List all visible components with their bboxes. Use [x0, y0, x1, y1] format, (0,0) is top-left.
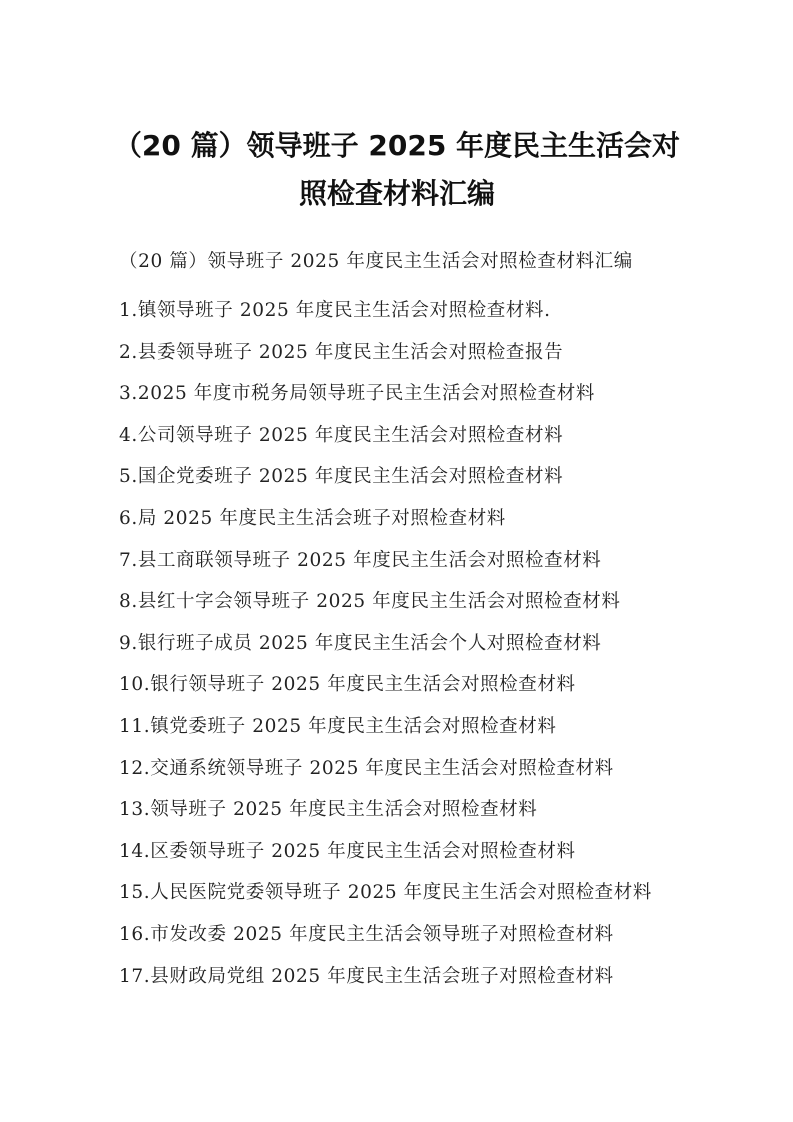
- document-title-line-1: （20 篇）领导班子 2025 年度民主生活会对: [113, 129, 681, 162]
- toc-item-9: 9.银行班子成员 2025 年度民主生活会个人对照检查材料: [119, 632, 602, 654]
- document-title-line-2: 照检查材料汇编: [298, 177, 495, 210]
- table-of-contents: [119, 290, 679, 997]
- toc-item-2: 2.县委领导班子 2025 年度民主生活会对照检查报告: [119, 341, 564, 363]
- toc-item-11: 11.镇党委班子 2025 年度民主生活会对照检查材料: [119, 715, 557, 737]
- document-title: [100, 122, 694, 218]
- toc-item-16: 16.市发改委 2025 年度民主生活会领导班子对照检查材料: [119, 923, 614, 945]
- toc-item-12: 12.交通系统领导班子 2025 年度民主生活会对照检查材料: [119, 757, 614, 779]
- toc-item-10: 10.银行领导班子 2025 年度民主生活会对照检查材料: [119, 674, 576, 696]
- toc-item-15: 15.人民医院党委领导班子 2025 年度民主生活会对照检查材料: [119, 882, 652, 904]
- toc-item-3: 3.2025 年度市税务局领导班子民主生活会对照检查材料: [119, 383, 595, 405]
- toc-item-6: 6.局 2025 年度民主生活会班子对照检查材料: [119, 507, 506, 529]
- toc-item-1: 1.镇领导班子 2025 年度民主生活会对照检查材料.: [119, 300, 551, 321]
- document-subtitle: （20 篇）领导班子 2025 年度民主生活会对照检查材料汇编: [119, 251, 633, 272]
- toc-item-14: 14.区委领导班子 2025 年度民主生活会对照检查材料: [119, 840, 576, 862]
- toc-item-4: 4.公司领导班子 2025 年度民主生活会对照检查材料: [119, 424, 564, 446]
- toc-item-13: 13.领导班子 2025 年度民主生活会对照检查材料: [119, 799, 538, 821]
- toc-item-5: 5.国企党委班子 2025 年度民主生活会对照检查材料: [119, 466, 564, 488]
- toc-item-17: 17.县财政局党组 2025 年度民主生活会班子对照检查材料: [119, 965, 614, 987]
- toc-item-8: 8.县红十字会领导班子 2025 年度民主生活会对照检查材料: [119, 591, 621, 613]
- toc-item-7: 7.县工商联领导班子 2025 年度民主生活会对照检查材料: [119, 549, 602, 571]
